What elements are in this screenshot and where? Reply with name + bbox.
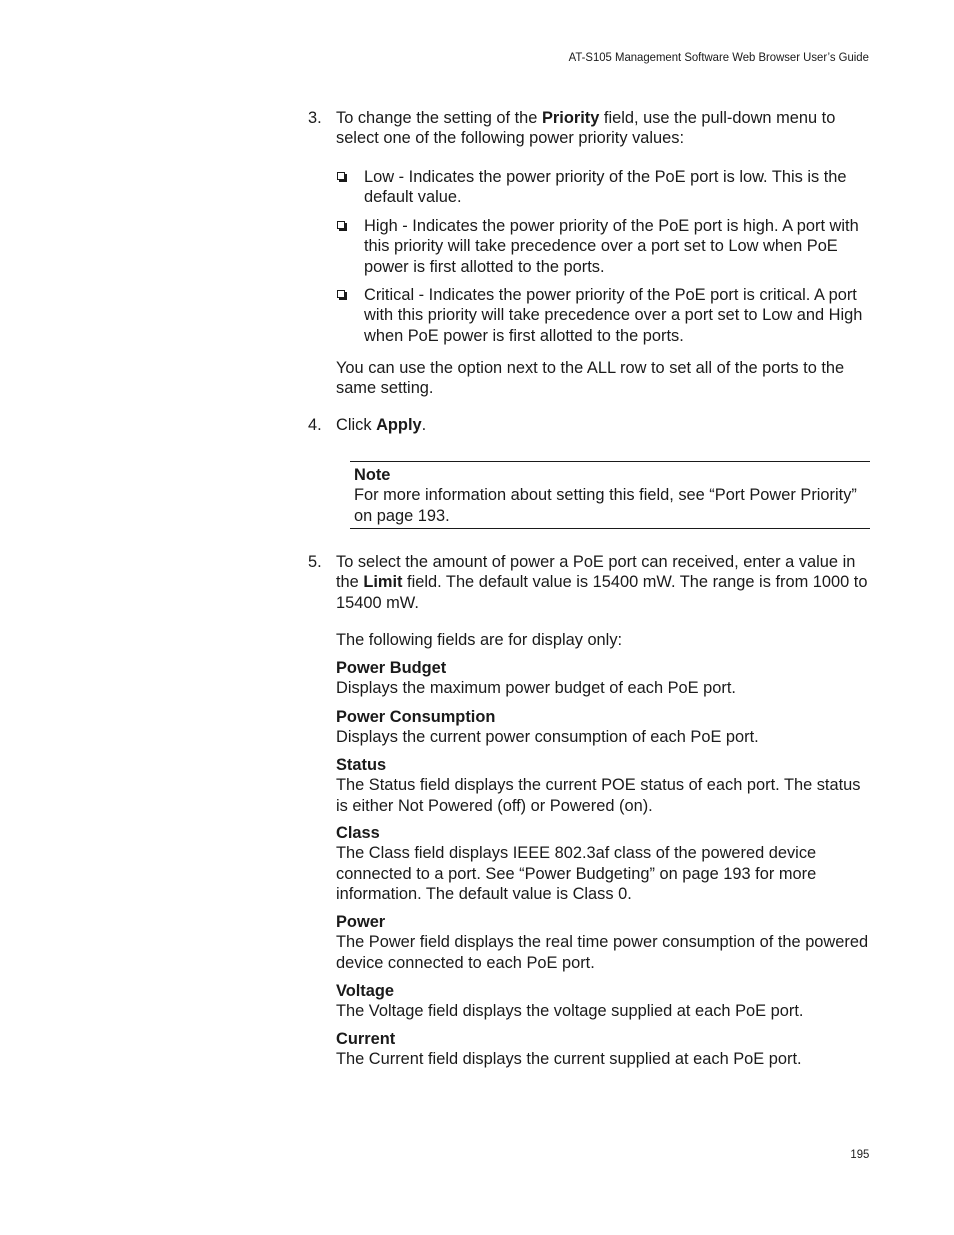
field-description: Displays the maximum power budget of each PoE port. (336, 679, 736, 698)
field-title: Current (336, 1030, 396, 1048)
limit-field-name: Limit (363, 573, 403, 592)
page-number: 195 (850, 1147, 869, 1161)
field-title: Power Budget (336, 659, 447, 677)
field-status (336, 755, 870, 816)
field-description: The Current field displays the current supplied at each PoE port. (336, 1050, 802, 1069)
field-current (336, 1029, 870, 1070)
priority-field-name: Priority (541, 109, 600, 127)
note-text: For more information about setting this field, see “Port Power Priority” on page 193. (354, 486, 857, 525)
field-title: Class (336, 824, 380, 842)
field-power (336, 912, 870, 973)
apply-label: Apply (376, 416, 422, 434)
priority-values-list (336, 167, 870, 354)
checkbox-bullet-icon (337, 172, 345, 180)
all-row-paragraph: You can use the option next to the ALL row to set all of the ports to the same setting. (336, 359, 845, 398)
step-number: 5. (308, 553, 322, 571)
field-power-consumption (336, 707, 870, 748)
note-box (350, 461, 870, 529)
field-power-budget (336, 658, 870, 699)
step-text: To change the setting of the Priority field, use the pull-down menu to select one of the following power priority values: (336, 109, 836, 148)
step-4 (308, 415, 868, 435)
field-class (336, 823, 870, 905)
step-5 (308, 552, 868, 613)
checkbox-bullet-icon (337, 221, 345, 229)
step-text: Click Apply. (336, 416, 427, 434)
step-text: To select the amount of power a PoE port can received, enter a value in the Limit field. The default value is 15400 mW. The range is from 1000 to 15400 mW. (336, 553, 868, 612)
list-item-critical: Critical - Indicates the power priority of the PoE port is critical. A port with this priority will take precedence over a port set to Low and High when PoE power is first allotted to the ports. (336, 285, 870, 346)
list-item-low: Low - Indicates the power priority of the PoE port is low. This is the default value. (336, 167, 870, 208)
display-only-intro: The following fields are for display only: (336, 631, 623, 649)
field-title: Voltage (336, 982, 394, 1000)
checkbox-bullet-icon (337, 290, 345, 298)
field-description: The Status field displays the current POE status of each port. The status is either Not Powered (off) or Powered (on). (336, 776, 861, 815)
list-item-high: High - Indicates the power priority of the PoE port is high. A port with this priority will take precedence over a port set to Low when PoE power is first allotted to the ports. (336, 216, 870, 277)
field-description: Displays the current power consumption of each PoE port. (336, 728, 759, 747)
step-number: 3. (308, 109, 322, 127)
field-voltage (336, 981, 870, 1022)
step-3 (308, 108, 868, 149)
field-title: Power (336, 913, 386, 931)
field-title: Power Consumption (336, 708, 496, 726)
field-title: Status (336, 756, 387, 774)
field-description: The Class field displays IEEE 802.3af class of the powered device connected to a port. See “Power Budgeting” on page 193 for more information. The default value is Class 0. (336, 844, 817, 904)
note-title: Note (354, 466, 391, 484)
step-number: 4. (308, 416, 322, 434)
field-description: The Voltage field displays the voltage supplied at each PoE port. (336, 1002, 804, 1021)
field-description: The Power field displays the real time power consumption of the powered device connected to each PoE port. (336, 933, 869, 972)
running-header: AT-S105 Management Software Web Browser User’s Guide (568, 50, 869, 64)
